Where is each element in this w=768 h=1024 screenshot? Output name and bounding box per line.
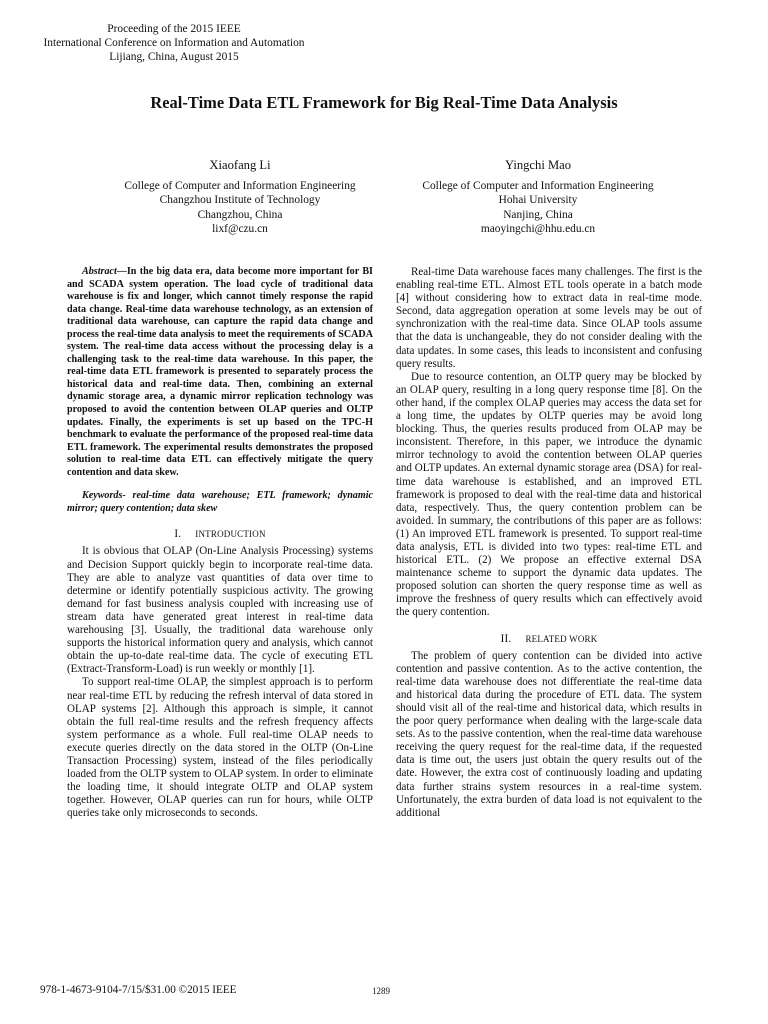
author-name: Yingchi Mao <box>504 158 572 172</box>
author-city: Changzhou, China <box>197 208 283 221</box>
abstract-text: In the big data era, data become more important for BI and SCADA system operation. The load cycle of traditional data warehouse is fix and longer, which cannot timely response the rapid data change. Real-time data warehouse technology, as an extension of traditional data warehouse, can capture the rapid data change and process the real-time data analysis to meet the requirements of SCADA system. The real-time data access without the processing delay is a challenging task to the real-time data warehouse. In this paper, the real-time data ETL framework is presented to separately process the historical data and real-time data. Then, combining an external dynamic storage area, a dynamic mirror replication technology was proposed to avoid the contention between OLAP queries and OLTP updates. Finally, the experiments is set up based on the TPC-H benchmark to evaluate the performance of the proposed real-time data ETL framework. The experimental results demonstrates the proposed solution to real-time data ETL can effectively mitigate the query contention and data skew. <box>67 266 373 478</box>
section-title: RELATED WORK <box>525 633 598 644</box>
body-paragraph: The problem of query contention can be divided into active contention and passive contention. As to the active contention, the real-time data warehouse does not differentiate the real-time data and historical data during the procedure of ETL data. The system should visit all of the real-time and historical data, which results in the poor query performance when dealing with the large-scale data sets. As to the passive contention, when the real-time data warehouse receiving the query request for the real-time data, if the requested data is time out, the users just obtain the query results out of the date. However, the extra cost of continuously loading and updating data further strains system resources in a real-time system. Unfortunately, the extra burden of data load is not equivalent to the additional <box>396 649 702 819</box>
conference-line-2: International Conference on Information and Automation <box>43 37 305 50</box>
conference-header <box>24 22 324 65</box>
author-email: maoyingchi@hhu.edu.cn <box>480 223 596 236</box>
right-column <box>396 266 702 820</box>
author-block-2 <box>388 158 688 237</box>
body-paragraph: To support real-time OLAP, the simplest approach is to perform near real-time ETL by reducing the refresh interval of data stored in OLAP systems [2]. Although this approach is simple, it cannot obtain the full real-time results and the refresh frequency affects system performance as a whole. Full real-time OLAP needs to execute queries directly on the data stored in the OLTP (On-Line Transaction Processing) system, instead of the files periodically loaded from the OLTP system to OLAP system. In order to eliminate the loading time, it should integrate OLTP and OLAP system together. However, OLAP queries can run for hours, while OLTP queries take only microseconds to seconds. <box>67 676 373 820</box>
abstract-dash: — <box>116 266 127 277</box>
abstract <box>67 266 373 479</box>
author-name: Xiaofang Li <box>209 158 271 172</box>
section-heading-related-work <box>396 633 702 646</box>
author-email: lixf@czu.cn <box>212 223 268 236</box>
conference-line-3: Lijiang, China, August 2015 <box>109 51 239 64</box>
section-title: INTRODUCTION <box>195 529 266 540</box>
abstract-label: Abstract <box>82 266 117 277</box>
author-organization: Changzhou Institute of Technology <box>159 194 321 207</box>
author-organization: Hohai University <box>498 194 578 207</box>
section-number: I. <box>174 528 182 541</box>
section-number: II. <box>500 632 512 645</box>
paper-title: Real-Time Data ETL Framework for Big Real-Time Data Analysis <box>150 93 618 112</box>
left-column <box>67 266 373 820</box>
author-block-1 <box>90 158 390 237</box>
section-heading-introduction <box>67 528 373 541</box>
author-department: College of Computer and Information Engineering <box>124 179 356 192</box>
conference-line-1: Proceeding of the 2015 IEEE <box>107 23 241 35</box>
keywords: Keywords- real-time data warehouse; ETL framework; dynamic mirror; query contention; data skew <box>67 490 373 514</box>
body-paragraph: It is obvious that OLAP (On-Line Analysis Processing) systems and Decision Support quickly begin to incorporate real-time data. They are able to analyze vast quantities of data over time to determine or identify potentially suspicious activity. The growing demand for fast business analysis coupled with increasing use of stream data have generated great interest in real-time data warehousing [3]. Usually, the traditional data warehouse only supports the historical information query and analysis, which cannot obtain the up-to-date real-time data. The cycle of executing ETL (Extract-Transform-Load) is run weekly or monthly [1]. <box>67 545 373 676</box>
body-paragraph: Due to resource contention, an OLTP query may be blocked by an OLAP query, resulting in a long query response time [8]. On the other hand, if the complex OLAP queries may access the data set for a long time, the updates by OLTP queries may be avoid long blocking. Thus, the queries results produced from OLAP may be inconsistent. Therefore, in this paper, we introduce the dynamic mirror technology to avoid the contention between OLAP queries and OLTP updates. An external dynamic storage area (DSA) for real-time data warehouse is established, and an improved ETL framework is proposed to deal with the real-time data and historical data, respectively. Thus, the query contention problem can be avoided. In summary, the contributions of this paper are as follows: (1) An improved ETL framework is presented. To support real-time data analysis, ETL is divided into two types: real-time ETL and historical ETL. (2) We propose an effective external DSA maintenance scheme to support the dynamic data updates. The proposed solution can shorten the query response time as well as improve the freshness of query results which can effectively avoid the query contention. <box>396 370 702 619</box>
author-city: Nanjing, China <box>503 208 573 221</box>
page-number: 1289 <box>372 986 390 996</box>
author-department: College of Computer and Information Engineering <box>422 179 654 192</box>
copyright-notice: 978-1-4673-9104-7/15/$31.00 ©2015 IEEE <box>40 984 237 996</box>
body-paragraph: Real-time Data warehouse faces many challenges. The first is the enabling real-time ETL. Almost ETL tools operate in a batch mode [4] without considering how to extract data in real-time mode. Second, data aggregation operation at some levels may be out of synchronization with the real-time data. Since OLAP tools assume that the data is unchangeable, they do not consider dealing with the data updates. In some cases, this leads to inconsistent and confusing query results. <box>396 266 702 370</box>
